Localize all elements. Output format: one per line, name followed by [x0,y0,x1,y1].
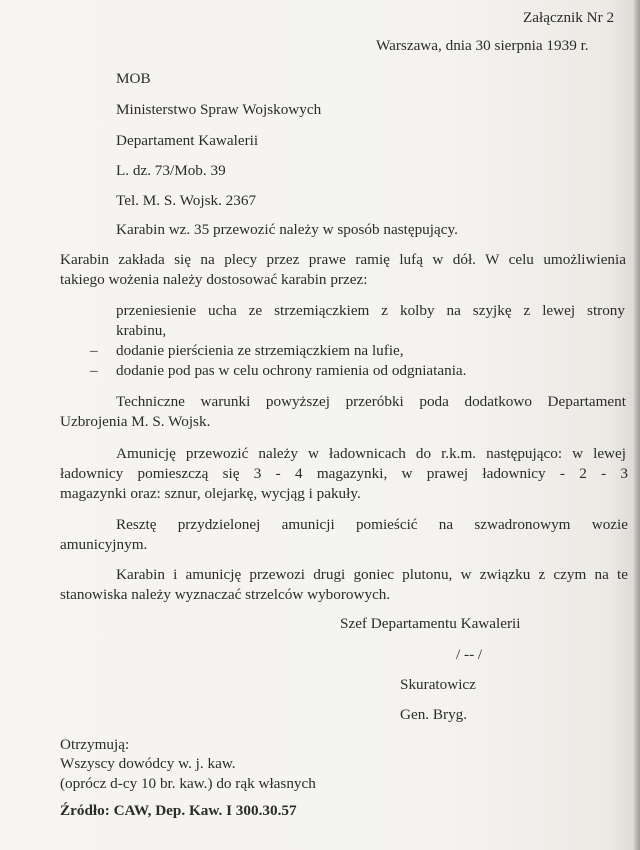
paragraph-1-line-1: Karabin zakłada się na plecy przez prawe ramię lufą w dół. W celu umożliwienia [60,251,626,268]
paragraph-3-line-1: Amunicję przewozić należy w ładownicach do r.k.m. następująco: w lewej [116,445,626,462]
recipients-line-2: (oprócz d-cy 10 br. kaw.) do rąk własnych [60,775,316,792]
list-item-1-line-1: przeniesienie ucha ze strzemiączkiem z kolby na szyjkę z lewej strony [116,302,625,319]
list-dash: – [90,362,98,379]
signature-mark: / -- / [456,646,483,663]
recipients-line-1: Wszyscy dowódcy w. j. kaw. [60,755,236,772]
paragraph-5-line-1: Karabin i amunicję przewozi drugi goniec plutonu, w związku z czym na te [116,566,628,583]
list-dash: – [90,342,98,359]
list-item-1-line-2: krabinu, [116,322,167,339]
sender-ministry: Ministerstwo Spraw Wojskowych [116,101,322,118]
source-reference: Źródło: CAW, Dep. Kaw. I 300.30.57 [60,802,297,819]
paragraph-1-line-2: takiego wożenia należy dostosować karabin przez: [60,271,368,288]
sender-phone: Tel. M. S. Wojsk. 2367 [116,192,257,209]
sender-reference: L. dz. 73/Mob. 39 [116,162,226,179]
paragraph-2-line-2: Uzbrojenia M. S. Wojsk. [60,413,211,430]
signature-title: Szef Departamentu Kawalerii [340,615,521,632]
paragraph-4-line-2: amunicyjnym. [60,536,148,553]
sender-code: MOB [116,70,151,87]
paragraph-2-line-1: Techniczne warunki powyższej przeróbki poda dodatkowo Departament [116,393,626,410]
sender-department: Departament Kawalerii [116,132,259,149]
paragraph-4-line-1: Resztę przydzielonej amunicji pomieścić na szwadronowym wozie [116,516,628,533]
paragraph-3-line-3: magazynki oraz: sznur, olejarkę, wycjąg i pakuły. [60,485,361,502]
list-item-3: dodanie pod pas w celu ochrony ramienia od odgniatania. [116,362,467,379]
paragraph-5-line-2: stanowiska należy wyznaczać strzelców wyborowych. [60,586,391,603]
attachment-label: Załącznik Nr 2 [523,9,615,26]
intro-line: Karabin wz. 35 przewozić należy w sposób następujący. [116,221,458,238]
signature-name: Skuratowicz [400,676,476,693]
list-item-2: dodanie pierścienia ze strzemiączkiem na lufie, [116,342,404,359]
place-date: Warszawa, dnia 30 sierpnia 1939 r. [376,37,589,54]
paragraph-3-line-2: ładownicy pomieszczą się 3 - 4 magazynki, w prawej ładownicy - 2 - 3 [60,465,628,482]
recipients-heading: Otrzymują: [60,736,130,753]
page-edge-shadow [634,0,640,850]
signature-rank: Gen. Bryg. [400,706,468,723]
